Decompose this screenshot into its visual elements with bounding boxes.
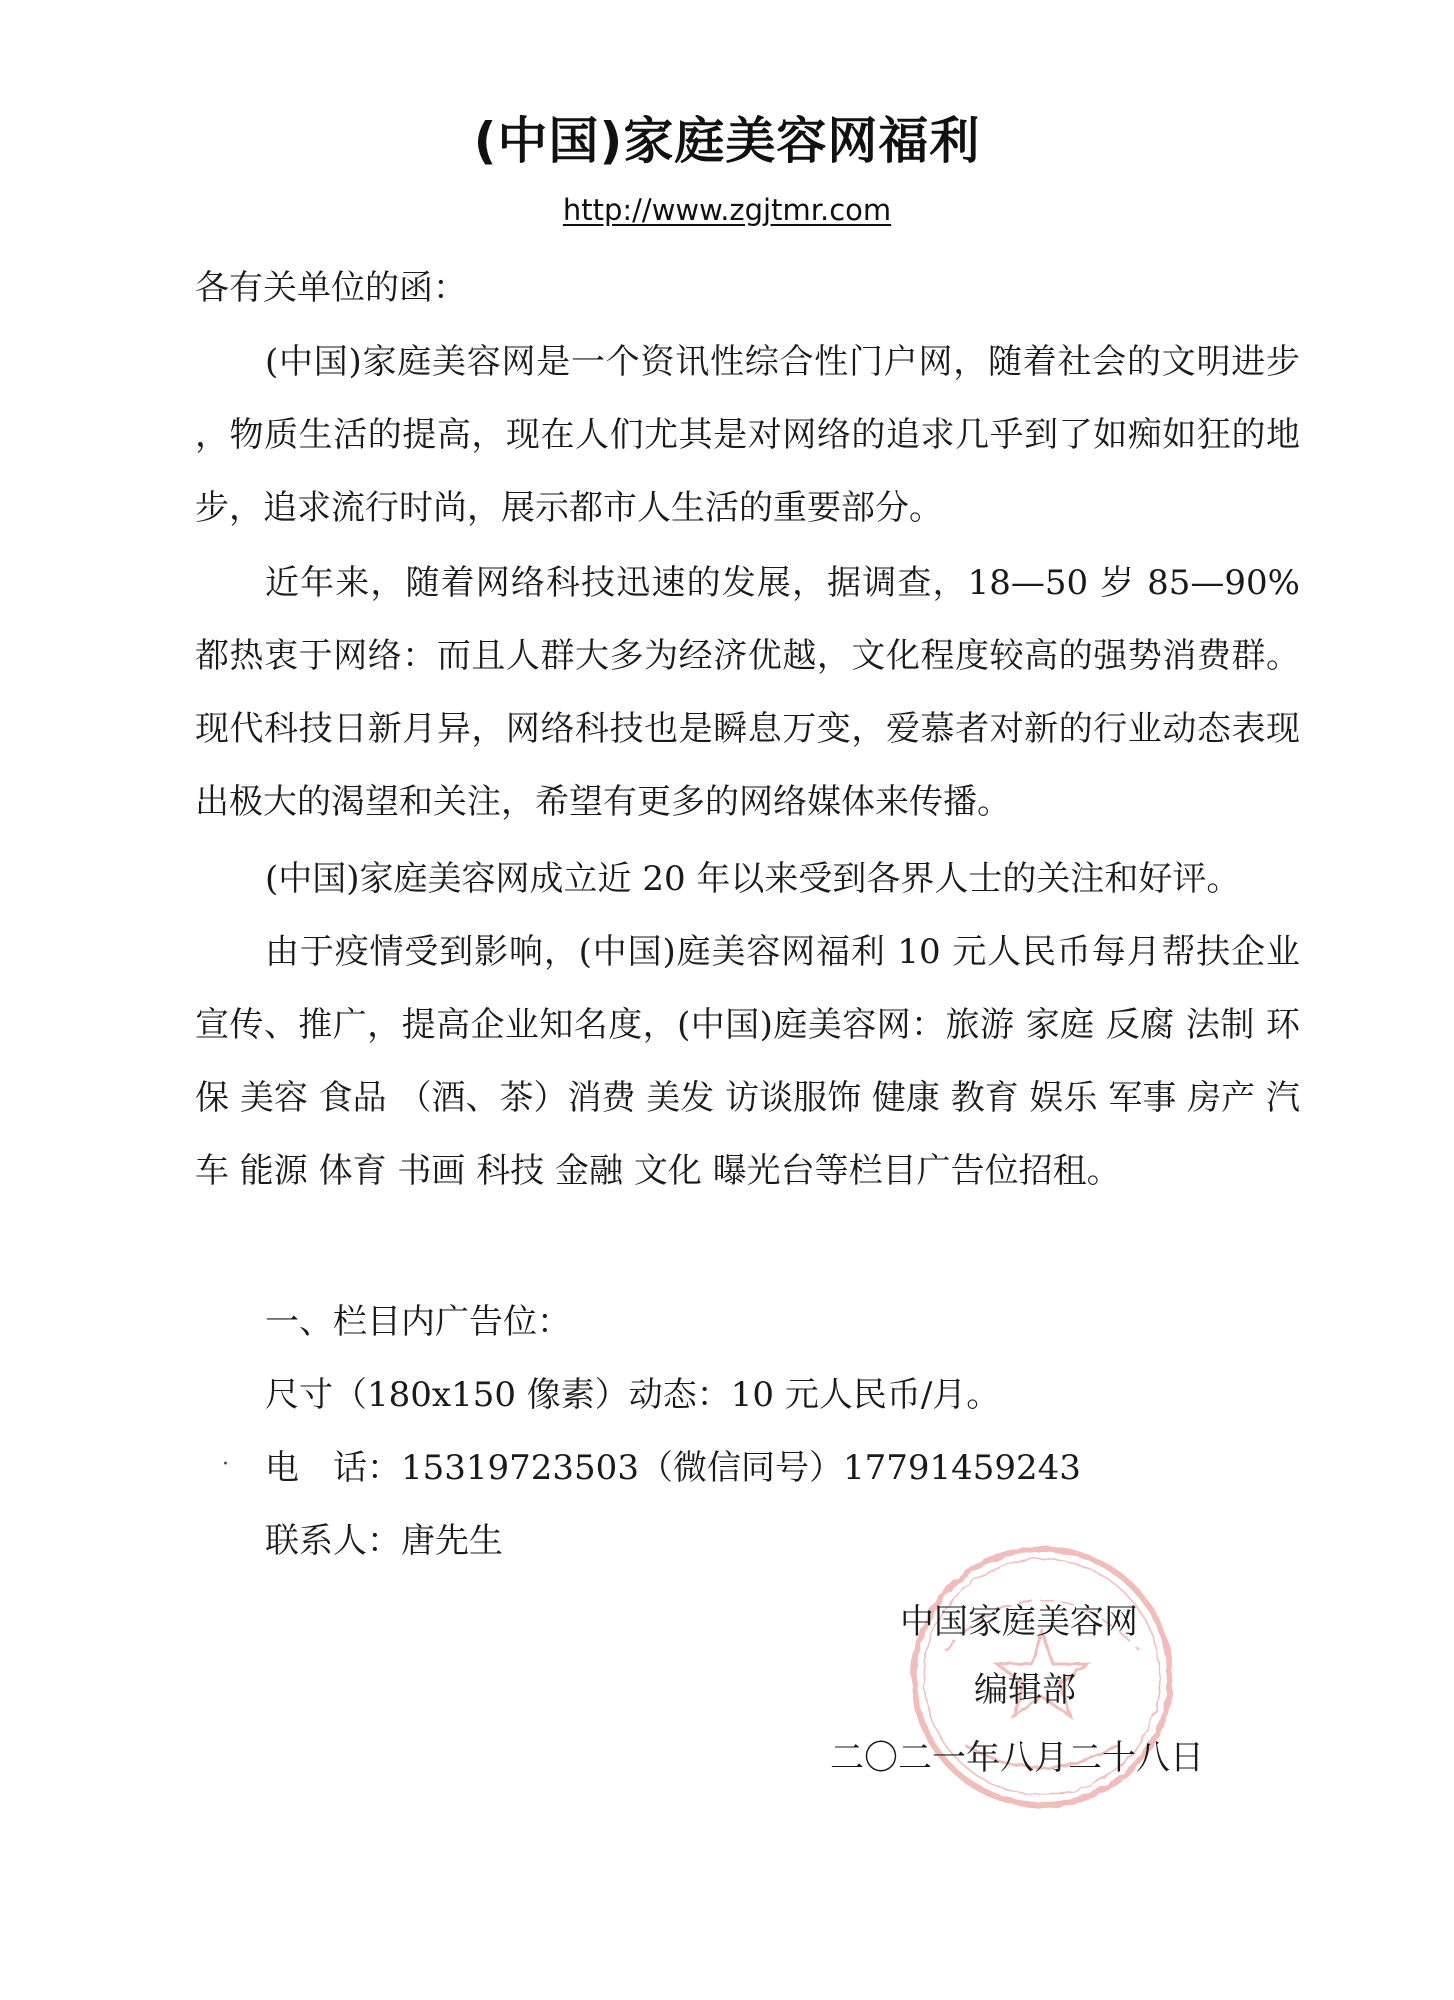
signature-organization: 中国家庭美容网 [900,1602,1138,1642]
paragraph-survey: 近年来，随着网络科技迅速的发展，据调查，18—50 岁 85—90%都热衷于网络：而且人群大多为经济优越，文化程度较高的强势消费群。现代科技日新月异，网络科技也是瞬息万变，爱慕者对新的行业动态表现出极大的渴望和关注，希望有更多的网络媒体来传播。 [195,563,1300,822]
paragraph-history: (中国)家庭美容网成立近 20 年以来受到各界人士的关注和好评。 [265,859,1241,899]
signature-date: 二〇二一年八月二十八日 [830,1738,1204,1778]
website-url[interactable] [0,190,1454,230]
paragraph-offer: 由于疫情受到影响，(中国)庭美容网福利 10 元人民币每月帮扶企业宣传、推广，提高企业知名度，(中国)庭美容网：旅游 家庭 反腐 法制 环保 美容 食品 （酒、茶）消费 美发 访谈服饰 健康 教育 娱乐 军事 房产 汽车 能源 体育 书画 科技 金融 文化 曝光台等栏目广告位招租。 [195,932,1300,1191]
salutation: 各有关单位的函： [195,268,467,308]
ad-section-heading: 一、栏目内广告位： [265,1302,571,1342]
paragraph-intro: (中国)家庭美容网是一个资讯性综合性门户网，随着社会的文明进步 ，物质生活的提高，现在人们尤其是对网络的追求几乎到了如痴如狂的地步，追求流行时尚，展示都市人生活的重要部分。 [195,342,1300,528]
stray-dot: · [222,1452,229,1477]
contact-line: 联系人：唐先生 [265,1521,503,1561]
ad-size-line: 尺寸（180x150 像素）动态：10 元人民币/月。 [265,1375,1001,1415]
signature-department: 编辑部 [974,1670,1076,1710]
phone-line: 电 话：15319723503（微信同号）17791459243 [265,1448,1081,1488]
document-title: (中国)家庭美容网福利 [473,112,981,170]
website-url-text[interactable]: http://www.zgjtmr.com [562,193,892,227]
